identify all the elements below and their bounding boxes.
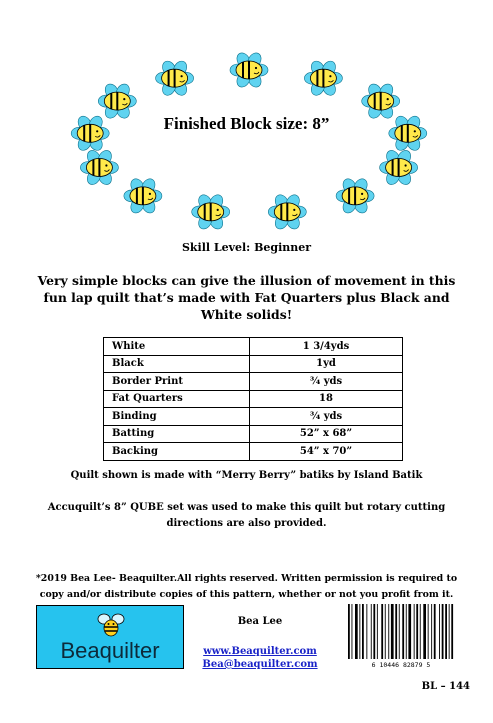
- website-link[interactable]: www.Beaquilter.com: [203, 646, 317, 657]
- bee-flower-icon: [156, 59, 194, 98]
- skill-level: Skill Level: Beginner: [181, 241, 312, 254]
- bee-flower-icon: [230, 52, 268, 89]
- bee-flower-icon: [124, 176, 162, 215]
- fabric-note: Quilt shown is made with “Merry Berry” batiks by Island Batik: [70, 470, 423, 481]
- material-qty: 52” x 68”: [250, 425, 403, 443]
- material-name: Black: [104, 355, 250, 373]
- material-name: White: [104, 338, 250, 356]
- material-name: Batting: [104, 425, 250, 443]
- material-qty: ¾ yds: [250, 373, 403, 391]
- material-qty: 54” x 70”: [250, 443, 403, 461]
- author-name: Bea Lee: [237, 616, 283, 627]
- copyright-notice: *2019 Bea Lee- Beaquilter.All rights reserved. Written permission is required to copy and/or distribute copies of this pattern, whether or not you profit from it.: [35, 573, 458, 600]
- accuquilt-note: Accuquilt’s 8” QUBE set was used to make this quilt but rotary cutting directions are also provided.: [47, 502, 446, 529]
- bee-flower-icon: [336, 176, 374, 215]
- table-row: [104, 443, 403, 461]
- bee-flower-icon: [268, 192, 306, 231]
- table-row: [104, 338, 403, 356]
- material-qty: ¾ yds: [250, 408, 403, 426]
- materials-table: [103, 337, 403, 461]
- contact-links: [196, 645, 324, 671]
- table-row: [104, 373, 403, 391]
- bee-flower-icon: [192, 192, 230, 231]
- logo-text: Beaquilter: [60, 638, 160, 663]
- table-row: [104, 408, 403, 426]
- material-name: Border Print: [104, 373, 250, 391]
- material-qty: 1yd: [250, 355, 403, 373]
- material-name: Fat Quarters: [104, 390, 250, 408]
- material-name: Backing: [104, 443, 250, 461]
- bee-flower-icon: [80, 148, 118, 187]
- intro-text: Very simple blocks can give the illusion of movement in this fun lap quilt that’s made with Fat Quarters plus Black and White solids!: [37, 273, 456, 322]
- bee-flower-icon: [380, 148, 418, 187]
- table-row: [104, 425, 403, 443]
- barcode-number: 6 10446 82879 5: [371, 661, 431, 669]
- material-name: Binding: [104, 408, 250, 426]
- bee-ring-illustration: [58, 52, 441, 232]
- bee-flower-icon: [304, 59, 342, 98]
- email-link[interactable]: Bea@beaquilter.com: [202, 659, 318, 670]
- bee-icon: [97, 612, 125, 638]
- table-row: [104, 390, 403, 408]
- material-qty: 18: [250, 390, 403, 408]
- barcode: [345, 604, 457, 670]
- material-qty: 1 3/4yds: [250, 338, 403, 356]
- pattern-code: BL – 144: [421, 681, 470, 692]
- beaquilter-logo: [36, 605, 184, 669]
- block-size-heading: Finished Block size: 8”: [163, 114, 330, 133]
- table-row: [104, 355, 403, 373]
